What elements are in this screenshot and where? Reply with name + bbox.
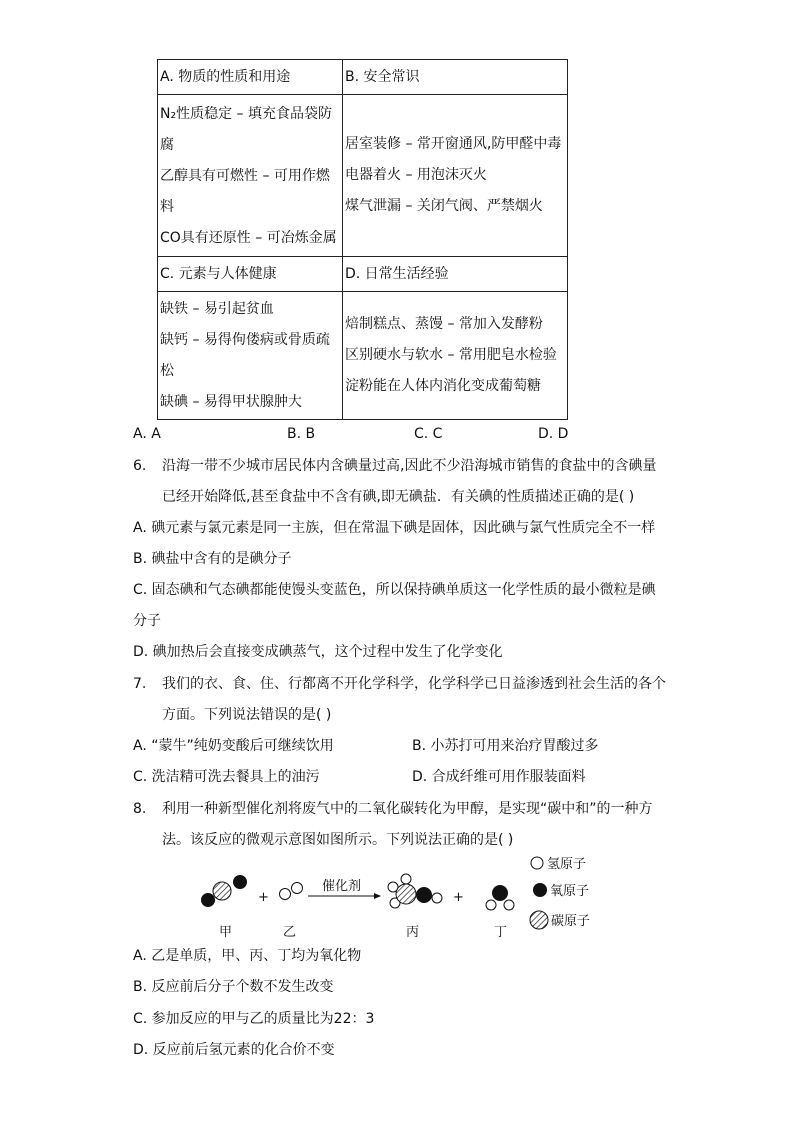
table-cell-c-head: C. 元素与人体健康 xyxy=(158,257,343,292)
legend-carbon: 碳原子 xyxy=(551,914,591,929)
q7-option-c[interactable]: C. 洗洁精可洗去餐具上的油污 xyxy=(133,769,320,785)
q8-stem-line2: 法。该反应的微观示意图如图所示。下列说法正确的是( ) xyxy=(162,832,514,848)
q6-option-d[interactable]: D. 碘加热后会直接变成碘蒸气，这个过程中发生了化学变化 xyxy=(133,644,503,660)
carbon-atom xyxy=(396,884,416,904)
hydrogen-atom xyxy=(280,889,291,900)
molecule-bing xyxy=(388,874,442,908)
hydrogen-atom xyxy=(401,874,411,884)
oxygen-atom xyxy=(201,893,215,907)
q5-option-c[interactable]: C. C xyxy=(414,426,443,442)
carbon-atom xyxy=(213,882,231,900)
q5-option-d[interactable]: D. D xyxy=(538,426,569,442)
table-cell-a-body: N₂性质稳定 – 填充食品袋防 腐 乙醇具有可燃性 – 可用作燃 料 CO具有还原性 – 可冶炼金属 xyxy=(158,95,343,257)
q6-option-c-line1[interactable]: C. 固态碘和气态碘都能使馒头变蓝色，所以保持碘单质这一化学性质的最小微粒是碘 xyxy=(133,582,656,598)
hydrogen-atom xyxy=(486,900,496,910)
legend-hydrogen-icon xyxy=(531,857,543,869)
q8-number: 8. xyxy=(133,801,147,817)
legend-carbon-icon xyxy=(530,911,548,929)
table-cell-c-body: 缺铁 – 易引起贫血 缺钙 – 易得佝偻病或骨质疏 松 缺碘 – 易得甲状腺肿大 xyxy=(158,292,343,420)
q7-option-a[interactable]: A. “蒙牛”纯奶变酸后可继续饮用 xyxy=(133,738,334,754)
q6-stem-line1: 沿海一带不少城市居民体内含碘量过高,因此不少沿海城市销售的食盐中的含碘量 xyxy=(162,458,657,474)
q7-stem-line1: 我们的衣、食、住、行都离不开化学科学，化学科学已日益渗透到社会生活的各个 xyxy=(162,676,666,692)
q7-option-d[interactable]: D. 合成纤维可用作服装面料 xyxy=(412,769,586,785)
oxygen-atom xyxy=(492,885,508,901)
table-cell-b-head: B. 安全常识 xyxy=(343,60,568,95)
molecule-ding xyxy=(486,885,514,910)
table-cell-b-body: 居室装修 – 常开窗通风,防甲醛中毒 电器着火 – 用泡沫灭火 煤气泄漏 – 关闭气阀、严禁烟火 xyxy=(343,95,568,257)
table-cell-d-head: D. 日常生活经验 xyxy=(343,257,568,292)
q8-option-d[interactable]: D. 反应前后氢元素的化合价不变 xyxy=(133,1042,335,1058)
plus-sign-1: + xyxy=(258,890,269,905)
catalyst-label: 催化剂 xyxy=(322,879,362,894)
hydrogen-atom xyxy=(292,883,303,894)
label-yi: 乙 xyxy=(283,925,297,940)
hydrogen-atom xyxy=(432,893,442,903)
molecule-jia xyxy=(201,875,247,907)
q6-stem-line2: 已经开始降低,甚至食盐中不含有碘,即无碘盐．有关碘的性质描述正确的是( ) xyxy=(162,489,635,505)
reaction-diagram xyxy=(190,850,610,945)
arrow-head xyxy=(374,893,381,899)
label-bing: 丙 xyxy=(406,925,420,940)
oxygen-atom xyxy=(233,875,247,889)
label-ding: 丁 xyxy=(494,925,508,940)
q6-number: 6. xyxy=(133,458,147,474)
q7-option-b[interactable]: B. 小苏打可用来治疗胃酸过多 xyxy=(412,738,599,754)
atom-legend xyxy=(530,857,590,929)
options-table xyxy=(157,59,568,420)
legend-oxygen-icon xyxy=(533,883,547,897)
q6-option-c-line2[interactable]: 分子 xyxy=(133,613,161,629)
molecule-yi xyxy=(280,883,303,900)
hydrogen-atom xyxy=(504,900,514,910)
plus-sign-2: + xyxy=(453,890,464,905)
table-cell-d-body: 焙制糕点、蒸馒 – 常加入发酵粉 区别硬水与软水 – 常用肥皂水检验 淀粉能在人体内消化变成葡萄糖 xyxy=(343,292,568,420)
q8-option-a[interactable]: A. 乙是单质，甲、丙、丁均为氧化物 xyxy=(133,948,362,964)
q5-option-a[interactable]: A. A xyxy=(133,426,161,442)
q5-option-b[interactable]: B. B xyxy=(287,426,316,442)
table-cell-a-head: A. 物质的性质和用途 xyxy=(158,60,343,95)
q6-option-a[interactable]: A. 碘元素与氯元素是同一主族，但在常温下碘是固体，因此碘与氯气性质完全不一样 xyxy=(133,520,656,536)
q7-number: 7. xyxy=(133,676,147,692)
legend-oxygen: 氧原子 xyxy=(550,884,590,899)
oxygen-atom xyxy=(416,887,432,903)
q8-option-c[interactable]: C. 参加反应的甲与乙的质量比为22：3 xyxy=(133,1011,375,1027)
q8-stem-line1: 利用一种新型催化剂将废气中的二氧化碳转化为甲醇，是实现“碳中和”的一种方 xyxy=(162,801,653,817)
q8-option-b[interactable]: B. 反应前后分子个数不发生改变 xyxy=(133,979,334,995)
label-jia: 甲 xyxy=(219,925,233,940)
q7-stem-line2: 方面。下列说法错误的是( ) xyxy=(162,707,332,723)
q6-option-b[interactable]: B. 碘盐中含有的是碘分子 xyxy=(133,551,292,567)
legend-hydrogen: 氢原子 xyxy=(547,857,587,872)
